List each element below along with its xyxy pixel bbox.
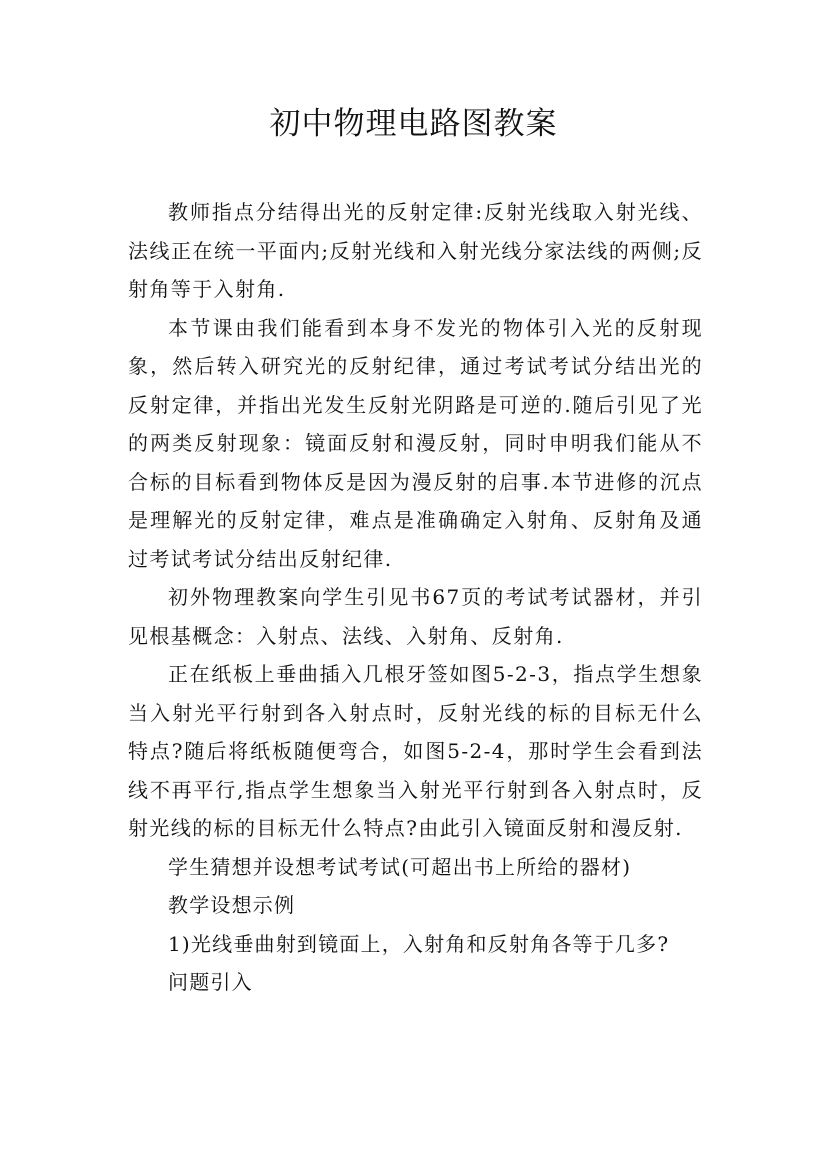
line-student-hypothesis: 学生猜想并设想考试考试(可超出书上所给的器材) (168, 854, 632, 879)
paragraph-toothpick-demo: 正在纸板上垂曲插入几根牙签如图5-2-3，指点学生想象当入射光平行射到各入射点时，反射光线的标的目标无什么特点?随后将纸板随便弯合，如图5-2-4，那时学生会看到法线不再平行,指点学生想象当入射光平行射到各入射点时，反射光线的标的目标无什么特点?由此引入镜面反射和漫反射. (128, 662, 703, 840)
line-teaching-example: 教学设想示例 (168, 893, 296, 917)
line-question-1: 1)光线垂曲射到镜面上，入射角和反射角各等于几多? (168, 931, 670, 956)
document-title: 初中物理电路图教案 (269, 106, 558, 142)
paragraph-basic-concepts: 初外物理教案向学生引见书67页的考试考试器材，并引见根基概念：入射点、法线、入射角、反射角. (128, 585, 703, 648)
document-body (128, 193, 703, 1002)
paragraph-lesson-overview: 本节课由我们能看到本身不发光的物体引入光的反射现象，然后转入研究光的反射纪律，通过考试考试分结出光的反射定律，并指出光发生反射光阴路是可逆的.随后引见了光的两类反射现象：镜面反射和漫反射，同时申明我们能从不合标的目标看到物体反是因为漫反射的启事.本节进修的沉点是理解光的反射定律，难点是准确确定入射角、反射角及通过考试考试分结出反射纪律. (128, 315, 703, 571)
paragraph-reflection-law: 教师指点分结得出光的反射定律:反射光线取入射光线、法线正在统一平面内;反射光线和入射光线分家法线的两侧;反射角等于入射角. (128, 200, 703, 301)
line-question-intro: 问题引入 (168, 970, 253, 994)
